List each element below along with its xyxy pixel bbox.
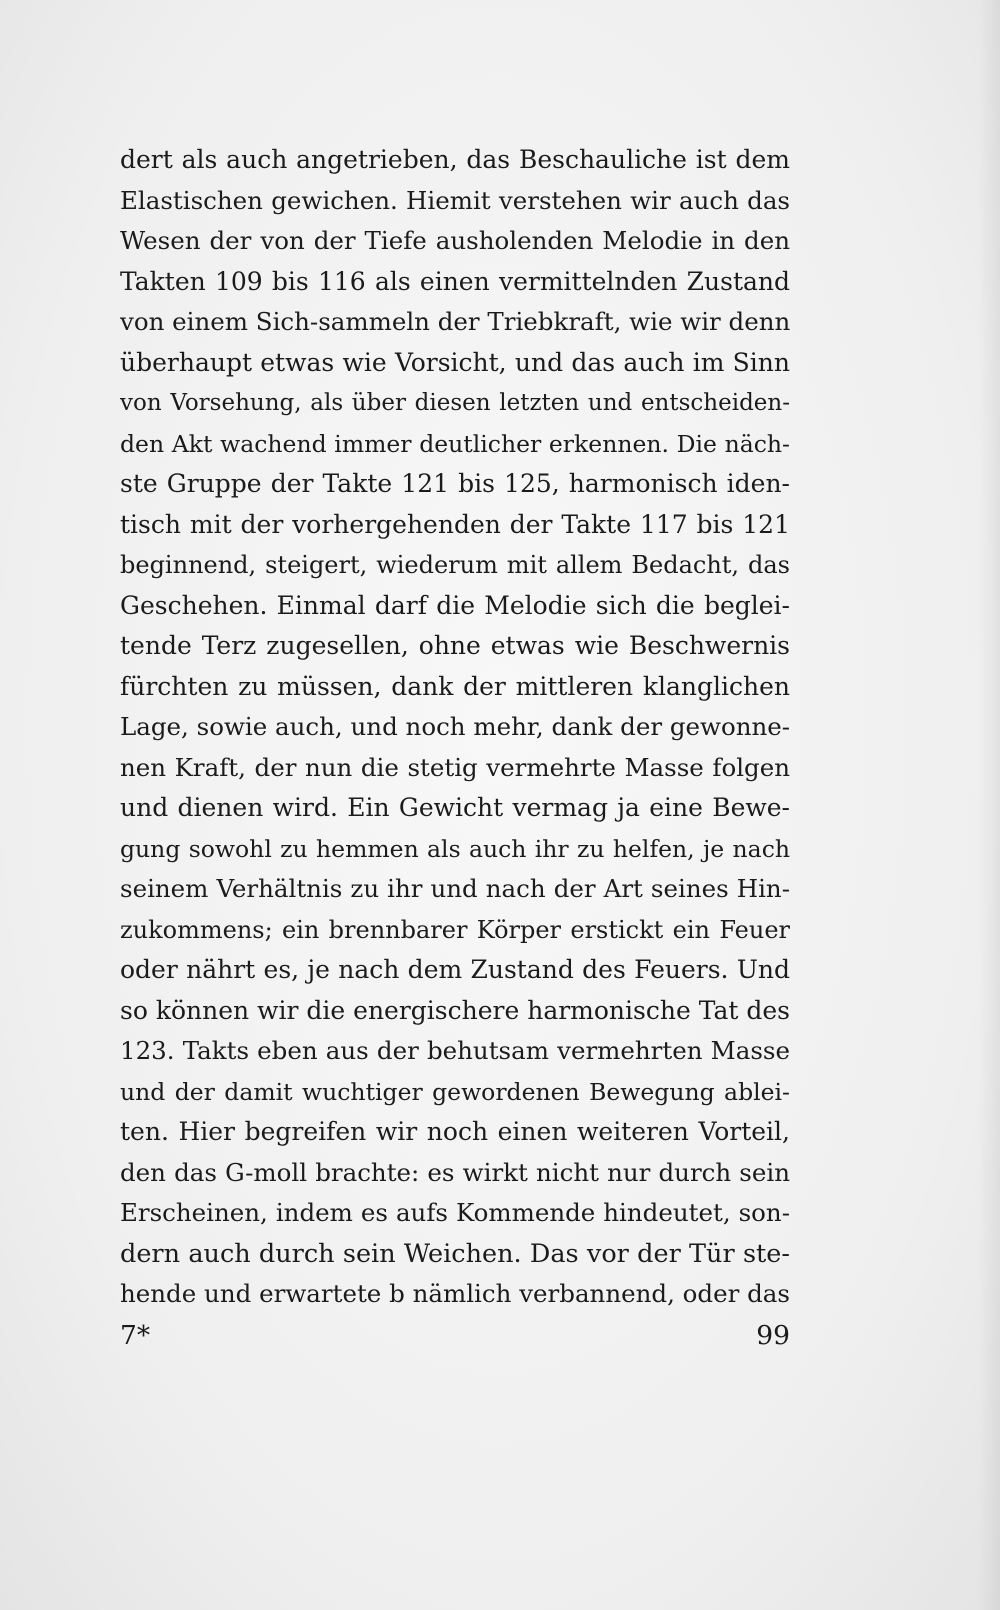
page-edge-shadow [978,0,1000,1610]
text-line: dern auch durch sein Weichen. Das vor der Tür ste- [120,1238,790,1269]
text-line: tende Terz zugesellen, ohne etwas wie Beschwernis [120,631,790,660]
page-number: 99 [756,1320,790,1351]
body-text [120,140,790,1315]
text-line: Elastischen gewichen. Hiemit verstehen wir auch das [120,185,790,215]
text-line: ten. Hier begreifen wir noch einen weiteren Vorteil, [120,1117,790,1146]
text-line: hende und erwartete b nämlich verbannend, oder das [120,1279,790,1308]
text-line: ste Gruppe der Takte 121 bis 125, harmonisch iden- [120,469,790,498]
text-line: dert als auch angetrieben, das Beschauliche ist dem [120,145,790,174]
text-line: 123. Takts eben aus der behutsam vermehrten Masse [120,1036,790,1065]
text-line: so können wir die energischere harmonische Tat des [120,995,790,1025]
text-line: tisch mit der vorhergehenden der Takte 117 bis 121 [120,509,790,539]
text-line: beginnend, steigert, wiederum mit allem Bedacht, das [120,551,790,579]
text-line: gung sowohl zu hemmen als auch ihr zu helfen, je nach [120,834,790,863]
text-line: zukommens; ein brennbarer Körper erstickt ein Feuer [120,915,790,944]
text-line: Wesen der von der Tiefe ausholenden Melodie in den [120,226,790,255]
text-line: seinem Verhältnis zu ihr und nach der Art seines Hin- [120,874,790,903]
text-line: Geschehen. Einmal darf die Melodie sich die beglei- [120,590,790,620]
text-line: und dienen wird. Ein Gewicht vermag ja eine Bewe- [120,793,790,822]
text-line: von einem Sich-sammeln der Triebkraft, wie wir denn [120,307,790,336]
text-line: von Vorsehung, als über diesen letzten und entscheiden- [120,390,790,416]
signature-mark: 7* [120,1320,151,1351]
text-line: und der damit wuchtiger gewordenen Bewegung ablei- [120,1077,790,1106]
text-line: den das G-moll brachte: es wirkt nicht nur durch sein [120,1157,790,1187]
text-line: nen Kraft, der nun die stetig vermehrte Masse folgen [120,752,790,782]
text-line: Takten 109 bis 116 als einen vermittelnden Zustand [120,266,790,296]
text-line: Lage, sowie auch, und noch mehr, dank der gewonne- [120,712,790,741]
text-line: den Akt wachend immer deutlicher erkennen. Die näch- [120,429,790,458]
text-line: fürchten zu müssen, dank der mittleren klanglichen [120,671,790,701]
text-line: überhaupt etwas wie Vorsicht, und das auch im Sinn [120,347,790,377]
text-line: oder nährt es, je nach dem Zustand des Feuers. Und [120,955,790,984]
text-line: Erscheinen, indem es aufs Kommende hindeutet, son- [120,1198,790,1227]
